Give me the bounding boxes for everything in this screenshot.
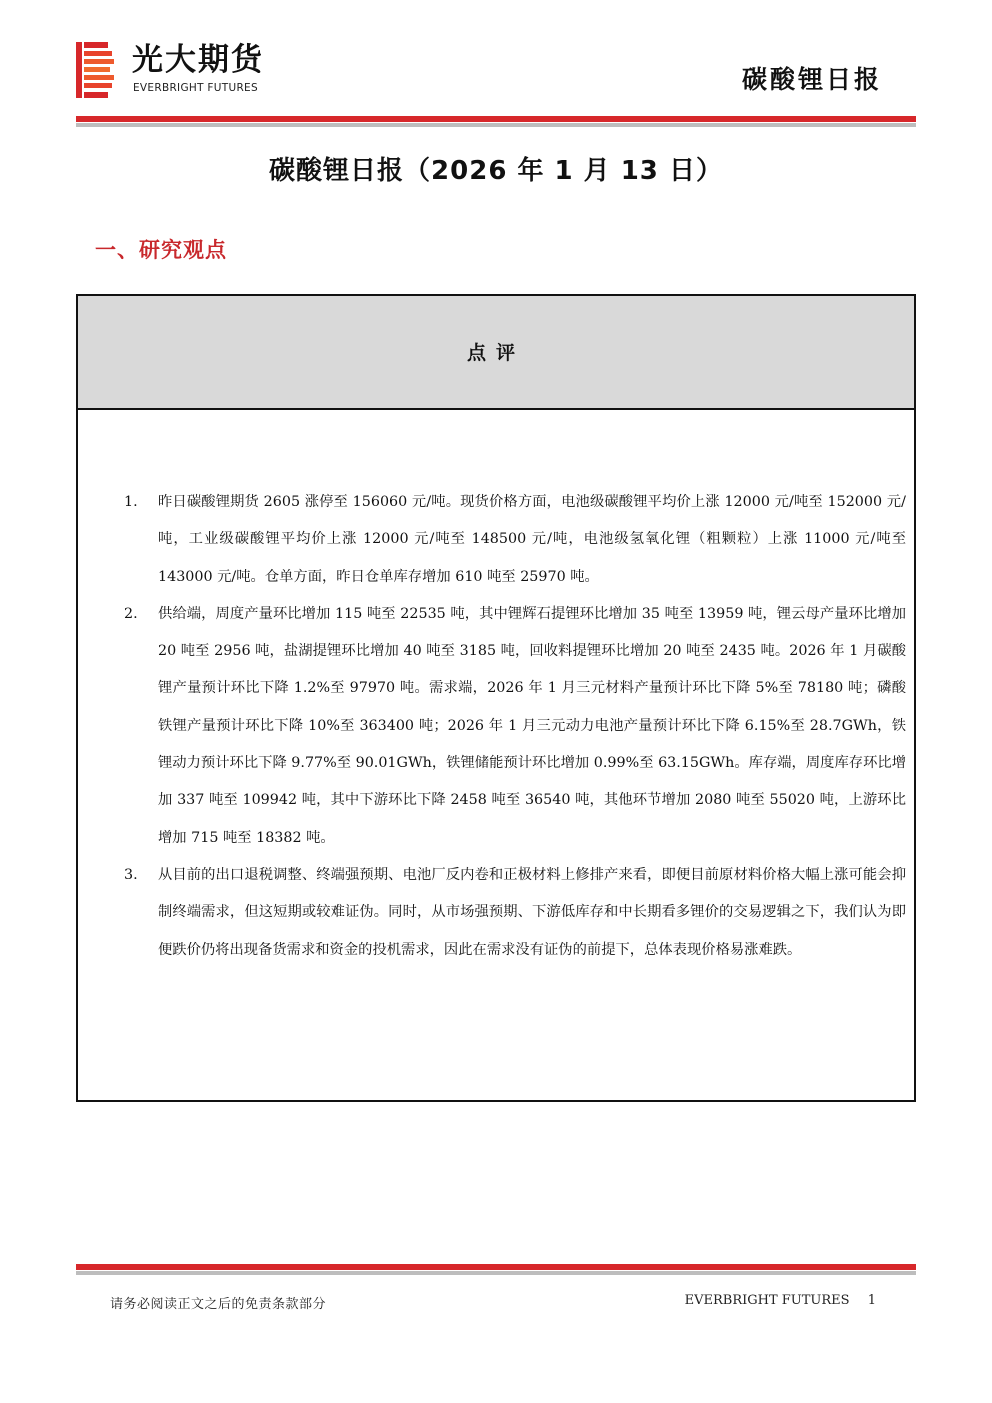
commentary-points <box>124 484 906 969</box>
point-number: 2. <box>124 605 138 622</box>
page-number: 1 <box>867 1293 876 1308</box>
footer-disclaimer: 请务必阅读正文之后的免责条款部分 <box>110 1297 327 1312</box>
commentary-point <box>124 484 906 596</box>
footer-info <box>685 1293 876 1308</box>
footer-brand: EVERBRIGHT FUTURES <box>684 1293 850 1308</box>
company-logo <box>76 40 296 100</box>
point-text: 昨日碳酸锂期货 2605 涨停至 156060 元/吨。现货价格方面，电池级碳酸锂平均价上涨 12000 元/吨至 152000 元/吨，工业级碳酸锂平均价上涨 12000 元/吨至 148500 元/吨，电池级氢氧化锂（粗颗粒）上涨 11000 元/吨至 143000 元/吨。仓单方面，昨日仓单库存增加 610 吨至 25970 吨。 <box>158 494 906 585</box>
report-name: 碳酸锂日报 <box>741 65 882 94</box>
commentary-point <box>124 596 906 857</box>
commentary-header-label: 点评 <box>466 342 525 364</box>
commentary-point <box>124 857 906 969</box>
point-number: 1. <box>124 494 138 510</box>
footer-divider-shadow <box>76 1271 916 1275</box>
everbright-logo-icon <box>76 42 116 98</box>
point-text: 从目前的出口退税调整、终端强预期、电池厂反内卷和正极材料上修排产来看，即便目前原材料价格大幅上涨可能会抑制终端需求，但这短期或较难证伪。同时，从市场强预期、下游低库存和中长期看多锂价的交易逻辑之下，我们认为即便跌价仍将出现备货需求和资金的投机需求，因此在需求没有证伪的前提下，总体表现价格易涨难跌。 <box>158 866 906 958</box>
section-heading: 一、研究观点 <box>95 238 227 262</box>
header-divider <box>76 116 916 122</box>
commentary-box <box>76 294 916 1102</box>
logo-brand-cn: 光大期货 <box>132 42 264 78</box>
point-number: 3. <box>124 866 138 883</box>
logo-brand-en: EVERBRIGHT FUTURES <box>133 82 258 94</box>
commentary-header <box>78 296 914 410</box>
footer-divider <box>76 1264 916 1270</box>
document-title: 碳酸锂日报（2026 年 1 月 13 日） <box>269 156 723 186</box>
header-divider-shadow <box>76 123 916 127</box>
point-text: 供给端，周度产量环比增加 115 吨至 22535 吨，其中锂辉石提锂环比增加 35 吨至 13959 吨，锂云母产量环比增加 20 吨至 2956 吨，盐湖提锂环比增加 40 吨至 3185 吨，回收料提锂环比增加 20 吨至 2435 吨。2026 年 1 月碳酸锂产量预计环比下降 1.2%至 97970 吨。需求端，2026 年 1 月三元材料产量预计环比下降 5%至 78180 吨；磷酸铁锂产量预计环比下降 10%至 363400 吨；2026 年 1 月三元动力电池产量预计环比下降 6.15%至 28.7GWh，铁锂动力预计环比下降 9.77%至 90.01GWh，铁锂储能预计环比增加 0.99%至 63.15GWh。库存端，周度库存环比增加 337 吨至 109942 吨，其中下游环比下降 2458 吨至 36540 吨，其他环节增加 2080 吨至 55020 吨，上游环比增加 715 吨至 18382 吨。 <box>158 605 906 846</box>
